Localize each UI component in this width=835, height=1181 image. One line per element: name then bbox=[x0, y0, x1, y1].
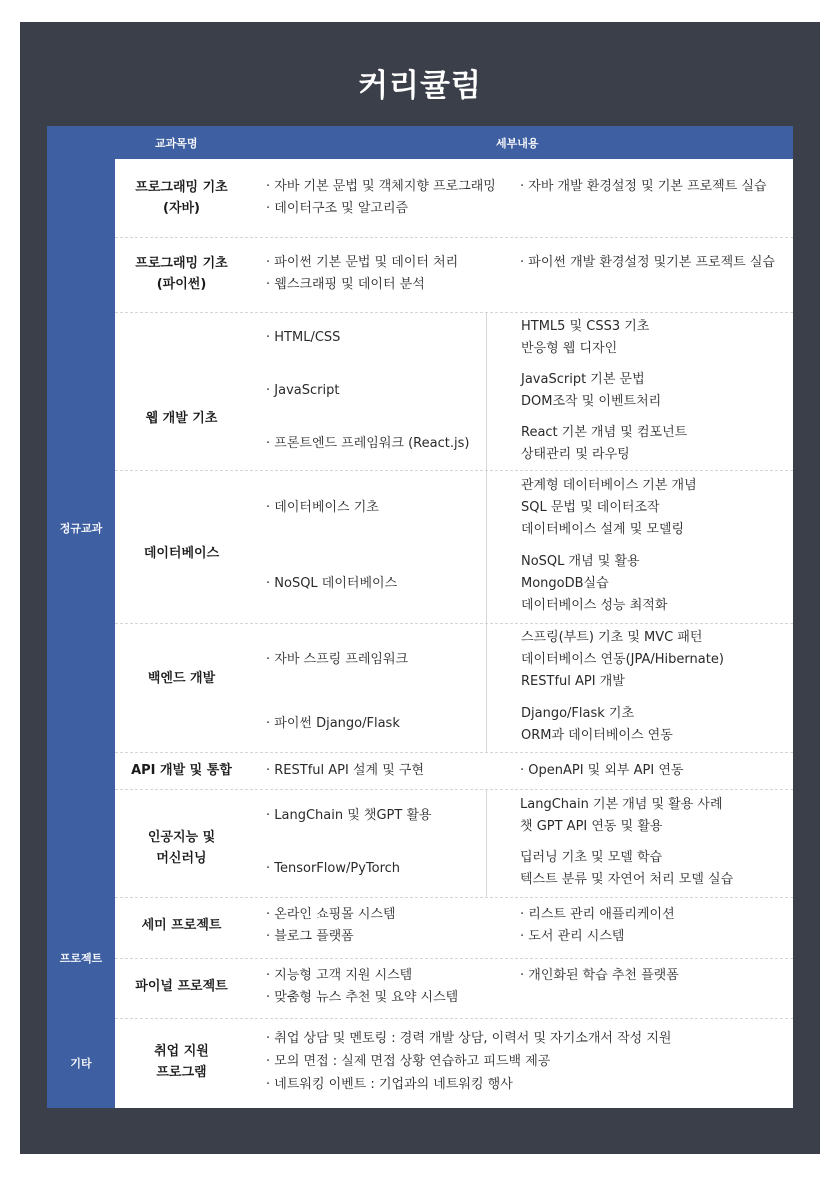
detail-text: · 데이터베이스 기초 bbox=[266, 500, 379, 515]
detail-text: · TensorFlow/PyTorch bbox=[266, 861, 401, 876]
subject-job-support: 취업 지원 프로그램 bbox=[154, 1044, 209, 1080]
detail-text: 상태관리 및 라우팅 bbox=[521, 447, 630, 462]
detail-text: · 자바 스프링 프레임워크 bbox=[266, 652, 409, 667]
detail-text: · OpenAPI 및 외부 API 연동 bbox=[520, 763, 684, 778]
row-divider bbox=[115, 623, 793, 624]
detail-text: LangChain 기본 개념 및 활용 사례 bbox=[520, 797, 723, 812]
detail-text: · 파이썬 기본 문법 및 데이터 처리 bbox=[266, 255, 459, 270]
detail-text: · 자바 기본 문법 및 객체지향 프로그래밍 bbox=[266, 179, 496, 194]
row-divider bbox=[115, 958, 793, 959]
detail-text: · 온라인 쇼핑몰 시스템 bbox=[266, 907, 396, 922]
row-divider bbox=[115, 237, 793, 238]
detail-text: JavaScript 기본 문법 bbox=[521, 372, 645, 387]
detail-text: SQL 문법 및 데이터조작 bbox=[521, 500, 660, 515]
detail-text: · 지능형 고객 지원 시스템 bbox=[266, 968, 413, 983]
category-project: 프로젝트 bbox=[47, 897, 115, 1018]
subject-api: API 개발 및 통합 bbox=[131, 763, 232, 778]
detail-text: 반응형 웹 디자인 bbox=[521, 341, 618, 356]
detail-text: · LangChain 및 챗GPT 활용 bbox=[266, 808, 432, 823]
column-divider bbox=[486, 789, 487, 897]
detail-text: 관계형 데이터베이스 기본 개념 bbox=[521, 478, 697, 493]
detail-text: · 모의 면접 : 실제 면접 상황 연습하고 피드백 제공 bbox=[266, 1054, 551, 1069]
row-divider bbox=[115, 470, 793, 471]
row-divider bbox=[115, 1018, 793, 1019]
detail-text: · 취업 상담 및 멘토링 : 경력 개발 상담, 이력서 및 자기소개서 작성 지원 bbox=[266, 1031, 672, 1046]
header-subject: 교과목명 bbox=[155, 137, 198, 150]
detail-text: RESTful API 개발 bbox=[521, 674, 625, 689]
subject-backend: 백엔드 개발 bbox=[147, 671, 216, 686]
detail-text: · 자바 개발 환경설정 및 기본 프로젝트 실습 bbox=[520, 179, 767, 194]
subject-web: 웹 개발 기초 bbox=[145, 411, 218, 426]
detail-text: ORM과 데이터베이스 연동 bbox=[521, 728, 673, 743]
row-divider bbox=[115, 752, 793, 753]
detail-text: 데이터베이스 성능 최적화 bbox=[521, 598, 668, 613]
page-title: 커리큘럼 bbox=[358, 68, 482, 104]
column-divider bbox=[486, 312, 487, 752]
detail-text: · 프론트엔드 프레임워크 (React.js) bbox=[266, 436, 470, 451]
detail-text: 챗 GPT API 연동 및 활용 bbox=[520, 819, 663, 834]
detail-text: 데이터베이스 설계 및 모델링 bbox=[521, 522, 685, 537]
row-divider bbox=[115, 312, 793, 313]
detail-text: · 블로그 플랫폼 bbox=[266, 929, 354, 944]
detail-text: MongoDB실습 bbox=[521, 576, 609, 591]
subject-python-basic: 프로그래밍 기초 (파이썬) bbox=[135, 256, 228, 292]
subject-ai-ml: 인공지능 및 머신러닝 bbox=[147, 830, 216, 866]
detail-text: · JavaScript bbox=[266, 383, 340, 398]
detail-text: · 도서 관리 시스템 bbox=[520, 929, 625, 944]
detail-text: · NoSQL 데이터베이스 bbox=[266, 576, 398, 591]
detail-text: · 파이썬 Django/Flask bbox=[266, 716, 400, 731]
subject-java-basic: 프로그래밍 기초 (자바) bbox=[135, 180, 228, 216]
detail-text: DOM조작 및 이벤트처리 bbox=[521, 394, 662, 409]
detail-text: HTML5 및 CSS3 기초 bbox=[521, 319, 650, 334]
detail-text: Django/Flask 기초 bbox=[521, 706, 635, 721]
subject-database: 데이터베이스 bbox=[143, 546, 220, 561]
detail-text: · 파이썬 개발 환경설정 및기본 프로젝트 실습 bbox=[520, 255, 775, 270]
detail-text: 딥러닝 기초 및 모델 학습 bbox=[520, 850, 663, 865]
subject-semi-project: 세미 프로젝트 bbox=[141, 918, 222, 933]
detail-text: · RESTful API 설계 및 구현 bbox=[266, 763, 425, 778]
category-regular: 정규교과 bbox=[47, 159, 115, 897]
detail-text: · 맞춤형 뉴스 추천 및 요약 시스템 bbox=[266, 990, 459, 1005]
detail-text: · 개인화된 학습 추천 플랫폼 bbox=[520, 968, 679, 983]
row-divider bbox=[115, 897, 793, 898]
header-details: 세부내용 bbox=[496, 137, 539, 150]
detail-text: 텍스트 분류 및 자연어 처리 모델 실습 bbox=[520, 872, 734, 887]
detail-text: 스프링(부트) 기초 및 MVC 패턴 bbox=[521, 630, 703, 645]
subject-final-project: 파이널 프로젝트 bbox=[135, 979, 228, 994]
detail-text: NoSQL 개념 및 활용 bbox=[521, 554, 640, 569]
detail-text: · 네트워킹 이벤트 : 기업과의 네트워킹 행사 bbox=[266, 1077, 513, 1092]
detail-text: · 리스트 관리 애플리케이션 bbox=[520, 907, 675, 922]
detail-text: · 데이터구조 및 알고리즘 bbox=[266, 201, 409, 216]
detail-text: · HTML/CSS bbox=[266, 330, 341, 345]
detail-text: React 기본 개념 및 컴포넌트 bbox=[521, 425, 688, 440]
detail-text: 데이터베이스 연동(JPA/Hibernate) bbox=[521, 652, 724, 667]
category-etc: 기타 bbox=[47, 1018, 115, 1108]
detail-text: · 웹스크래핑 및 데이터 분석 bbox=[266, 277, 425, 292]
row-divider bbox=[115, 789, 793, 790]
